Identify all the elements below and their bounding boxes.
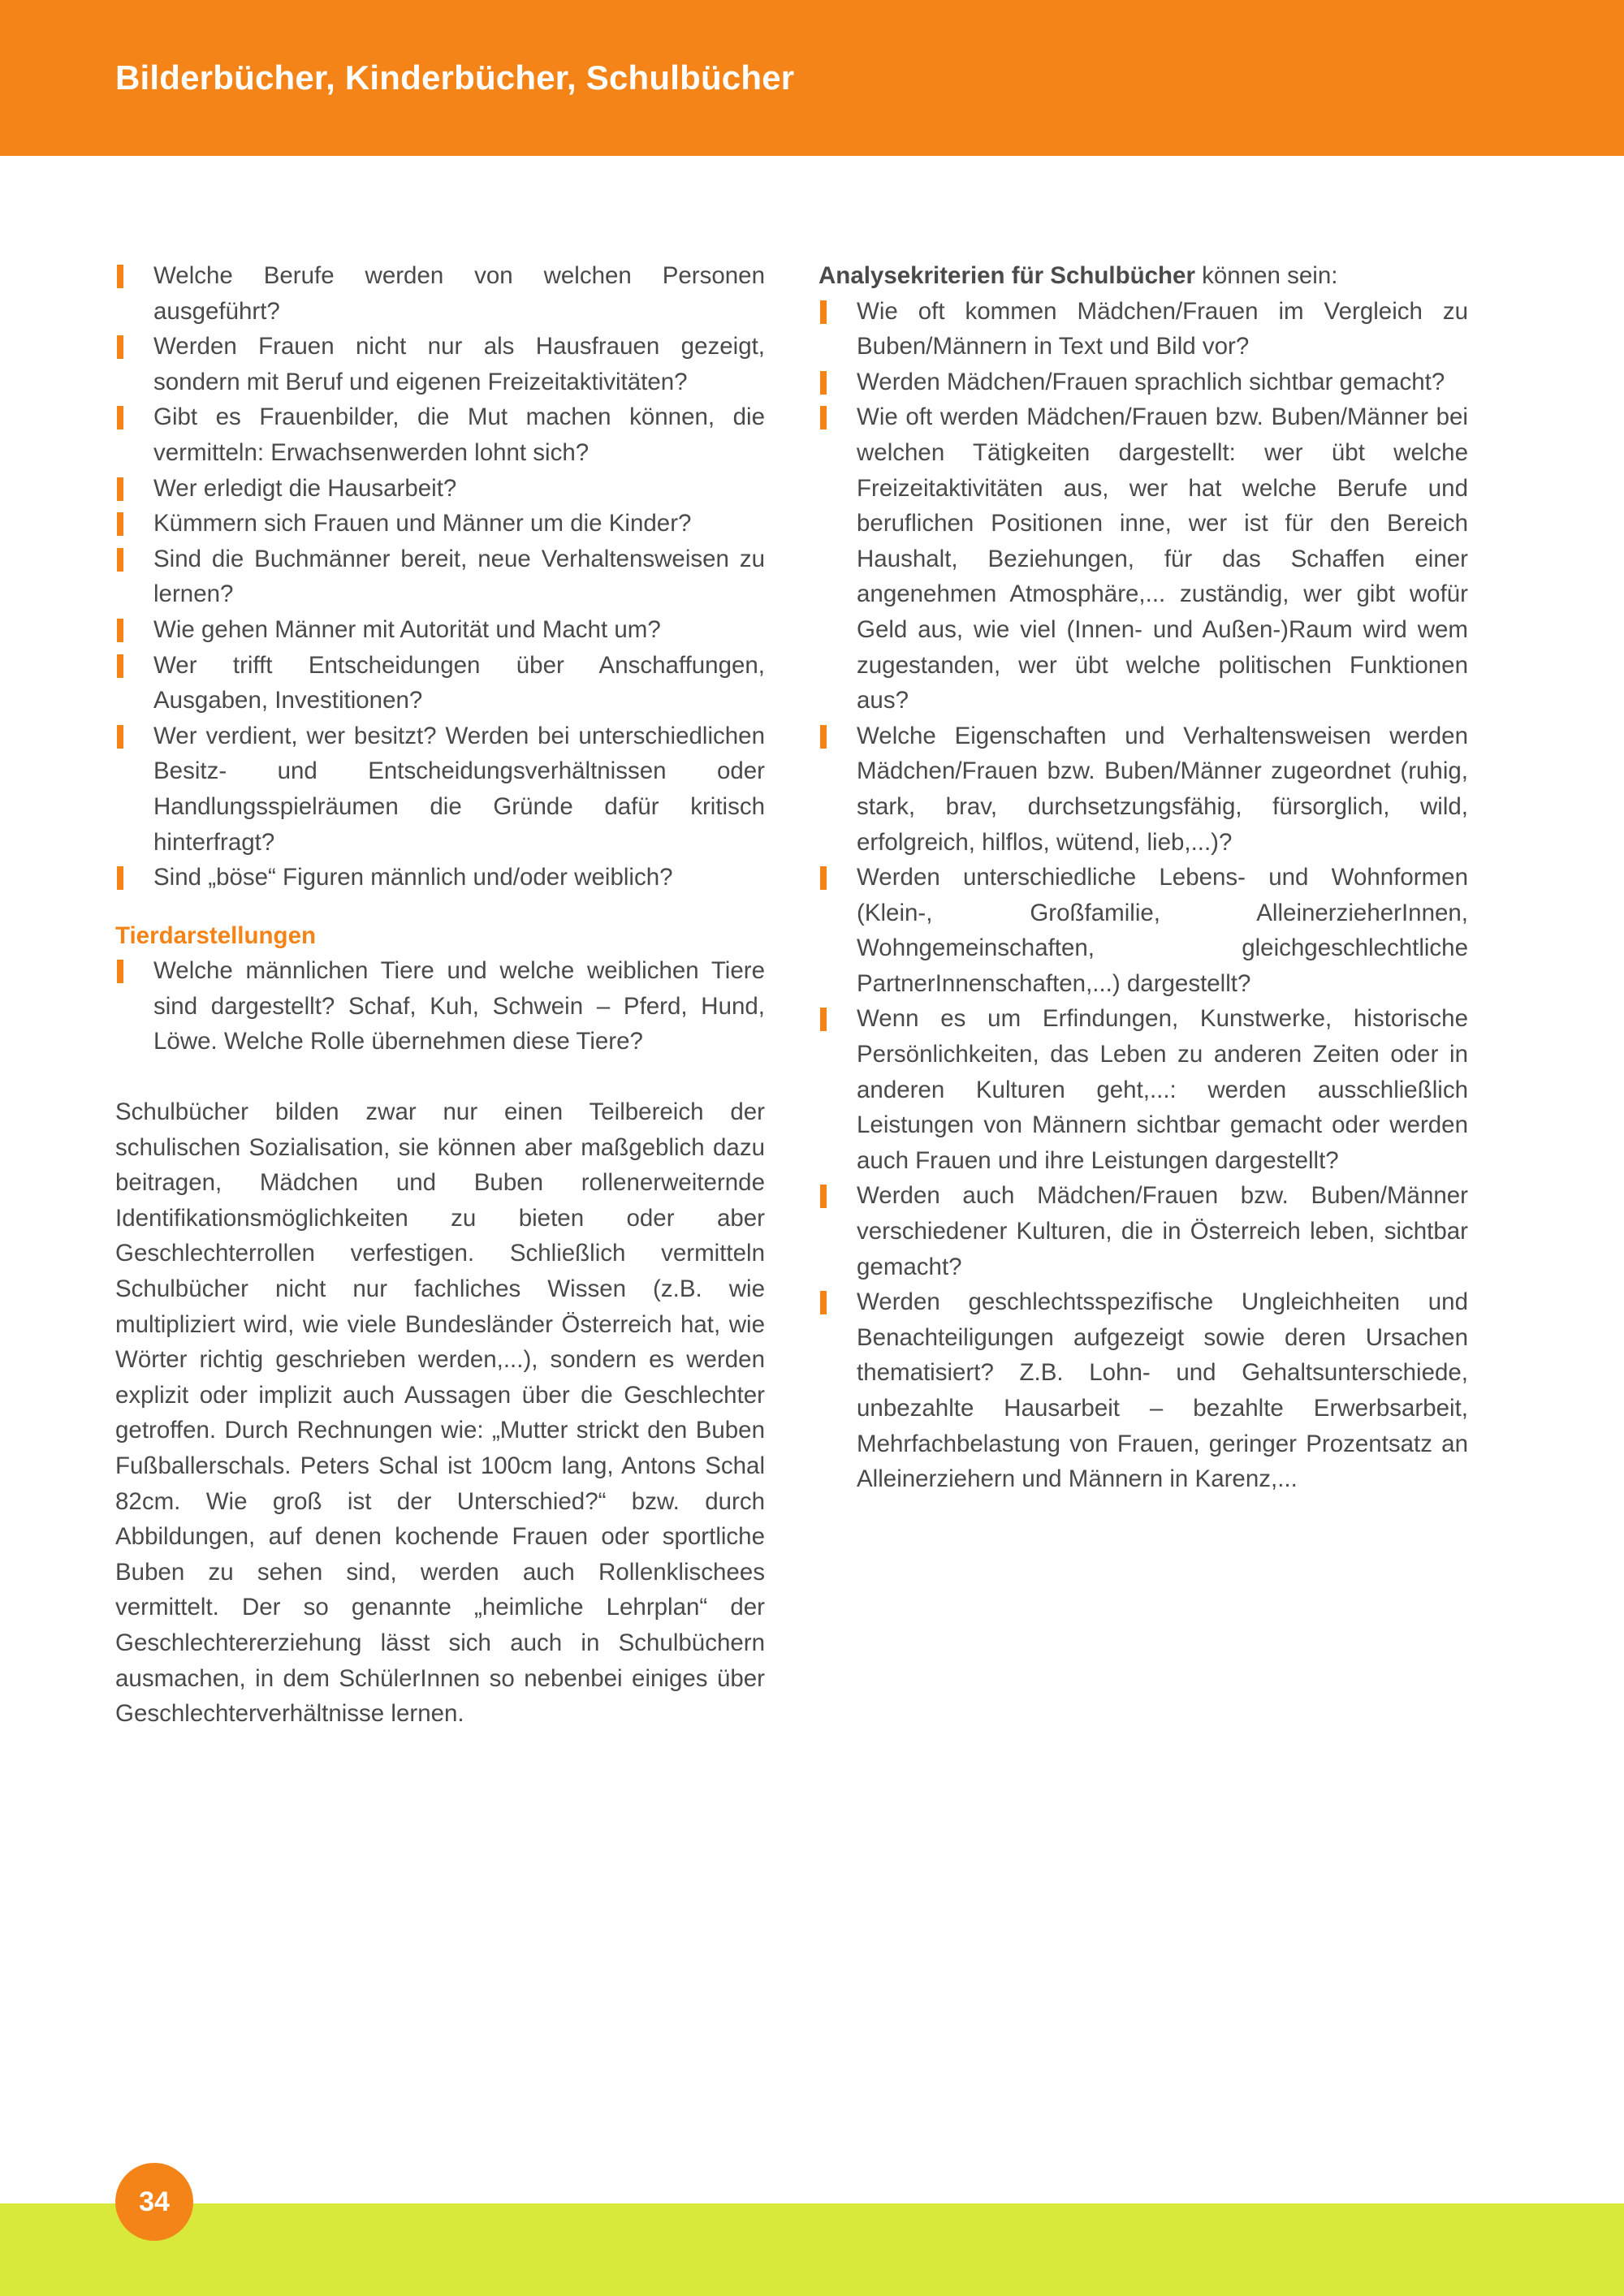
bullet-marker-icon [117, 866, 123, 890]
section-heading: Tierdarstellungen [115, 921, 316, 949]
list-item: Sind „böse“ Figuren männlich und/oder weiblich? [115, 860, 765, 896]
list-item: Welche Berufe werden von welchen Personen ausgeführt? [115, 258, 765, 329]
bullet-marker-icon [820, 371, 827, 395]
bullet-marker-icon [117, 477, 123, 501]
bullet-marker-icon [820, 1008, 827, 1031]
bullet-marker-icon [820, 300, 827, 324]
list-item: Wer verdient, wer besitzt? Werden bei unterschiedlichen Besitz- und Entscheidungsverhältnissen oder Handlungsspielräumen die Gründe dafür kritisch hinterfragt? [115, 719, 765, 860]
criteria-intro [818, 258, 1468, 294]
bullet-marker-icon [820, 1185, 827, 1208]
bullet-marker-icon [820, 725, 827, 749]
criteria-intro-rest: können sein: [1194, 262, 1338, 289]
list-item: Wie gehen Männer mit Autorität und Macht um? [115, 612, 765, 648]
list-item: Wie oft kommen Mädchen/Frauen im Vergleich zu Buben/Männern in Text und Bild vor? [818, 294, 1468, 365]
analysis-criteria-list [818, 294, 1468, 1497]
bullet-marker-icon [117, 406, 123, 429]
page-title: Bilderbücher, Kinderbücher, Schulbücher [115, 58, 795, 97]
list-item: Kümmern sich Frauen und Männer um die Kinder? [115, 506, 765, 542]
list-item: Gibt es Frauenbilder, die Mut machen können, die vermitteln: Erwachsenwerden lohnt sich? [115, 399, 765, 470]
right-column [818, 258, 1468, 1497]
page-number-badge: 34 [115, 2163, 193, 2241]
footer-band [0, 2203, 1624, 2296]
bullet-marker-icon [117, 619, 123, 642]
criteria-intro-bold: Analysekriterien für Schulbücher [818, 262, 1195, 289]
bullet-marker-icon [117, 654, 123, 678]
list-item: Wer trifft Entscheidungen über Anschaffungen, Ausgaben, Investitionen? [115, 648, 765, 719]
bullet-marker-icon [117, 960, 123, 983]
animal-criteria-list [115, 953, 765, 1060]
bullet-marker-icon [820, 1291, 827, 1314]
criteria-list [115, 258, 765, 896]
bullet-marker-icon [117, 725, 123, 749]
bullet-marker-icon [117, 548, 123, 572]
list-item: Wenn es um Erfindungen, Kunstwerke, historische Persönlichkeiten, das Leben zu anderen Zeiten oder in anderen Kulturen geht,...: werden ausschließlich Leistungen von Männern sichtbar gemacht oder werden auch Frauen und ihre Leistungen dargestellt? [818, 1001, 1468, 1178]
bullet-marker-icon [820, 866, 827, 890]
list-item: Werden auch Mädchen/Frauen bzw. Buben/Männer verschiedener Kulturen, die in Österreich leben, sichtbar gemacht? [818, 1178, 1468, 1284]
list-item: Werden Frauen nicht nur als Hausfrauen gezeigt, sondern mit Beruf und eigenen Freizeitaktivitäten? [115, 329, 765, 399]
list-item: Welche Eigenschaften und Verhaltensweisen werden Mädchen/Frauen bzw. Buben/Männer zugeordnet (ruhig, stark, brav, durchsetzungsfähig, fürsorglich, wild, erfolgreich, hilflos, wütend, lieb,...)? [818, 719, 1468, 860]
bullet-marker-icon [117, 265, 123, 288]
bullet-marker-icon [117, 335, 123, 359]
list-item: Werden unterschiedliche Lebens- und Wohnformen (Klein-, Großfamilie, AlleinerzieherInnen, Wohngemeinschaften, gleichgeschlechtliche PartnerInnenschaften,...) dargestellt? [818, 860, 1468, 1001]
bullet-marker-icon [820, 406, 827, 429]
bullet-marker-icon [117, 512, 123, 536]
list-item: Wer erledigt die Hausarbeit? [115, 471, 765, 507]
left-column [115, 258, 765, 1755]
body-paragraph: Schulbücher bilden zwar nur einen Teilbereich der schulischen Sozialisation, sie können aber maßgeblich dazu beitragen, Mädchen und Buben rollenerweiternde Identifikationsmöglichkeiten zu bieten oder aber Geschlechterrollen verfestigen. Schließlich vermitteln Schulbücher nicht nur fachliches Wissen (z.B. wie multipliziert wird, wie viele Bundesländer Österreich hat, wie Wörter richtig geschrieben werden,...), sondern es werden explizit oder implizit auch Aussagen über die Geschlechter getroffen. Durch Rechnungen wie: „Mutter strickt den Buben Fußballerschals. Peters Schal ist 100cm lang, Antons Schal 82cm. Wie groß ist der Unterschied?“ bzw. durch Abbildungen, auf denen kochende Frauen oder sportliche Buben zu sehen sind, werden auch Rollenklischees vermittelt. Der so genannte „heimliche Lehrplan“ der Geschlechtererziehung lässt sich auch in Schulbüchern ausmachen, in dem SchülerInnen so nebenbei einiges über Geschlechterverhältnisse lernen. [115, 1098, 765, 1728]
list-item: Wie oft werden Mädchen/Frauen bzw. Buben/Männer bei welchen Tätigkeiten dargestellt: wer übt welche Freizeitaktivitäten aus, wer hat welche Berufe und beruflichen Positionen inne, wer ist für den Bereich Haushalt, Beziehungen, für das Schaffen einer angenehmen Atmosphäre,... zuständig, wer gibt wofür Geld aus, wie viel (Innen- und Außen-)Raum wird wem zugestanden, wer übt welche politischen Funktionen aus? [818, 399, 1468, 718]
list-item: Welche männlichen Tiere und welche weiblichen Tiere sind dargestellt? Schaf, Kuh, Schwein – Pferd, Hund, Löwe. Welche Rolle übernehmen diese Tiere? [115, 953, 765, 1060]
list-item: Werden geschlechtsspezifische Ungleichheiten und Benachteiligungen aufgezeigt sowie deren Ursachen thematisiert? Z.B. Lohn- und Gehaltsunterschiede, unbezahlte Hausarbeit – bezahlte Erwerbsarbeit, Mehrfachbelastung von Frauen, geringer Prozentsatz an Alleinerziehern und Männern in Karenz,... [818, 1284, 1468, 1497]
list-item: Sind die Buchmänner bereit, neue Verhaltensweisen zu lernen? [115, 542, 765, 612]
list-item: Werden Mädchen/Frauen sprachlich sichtbar gemacht? [818, 365, 1468, 400]
